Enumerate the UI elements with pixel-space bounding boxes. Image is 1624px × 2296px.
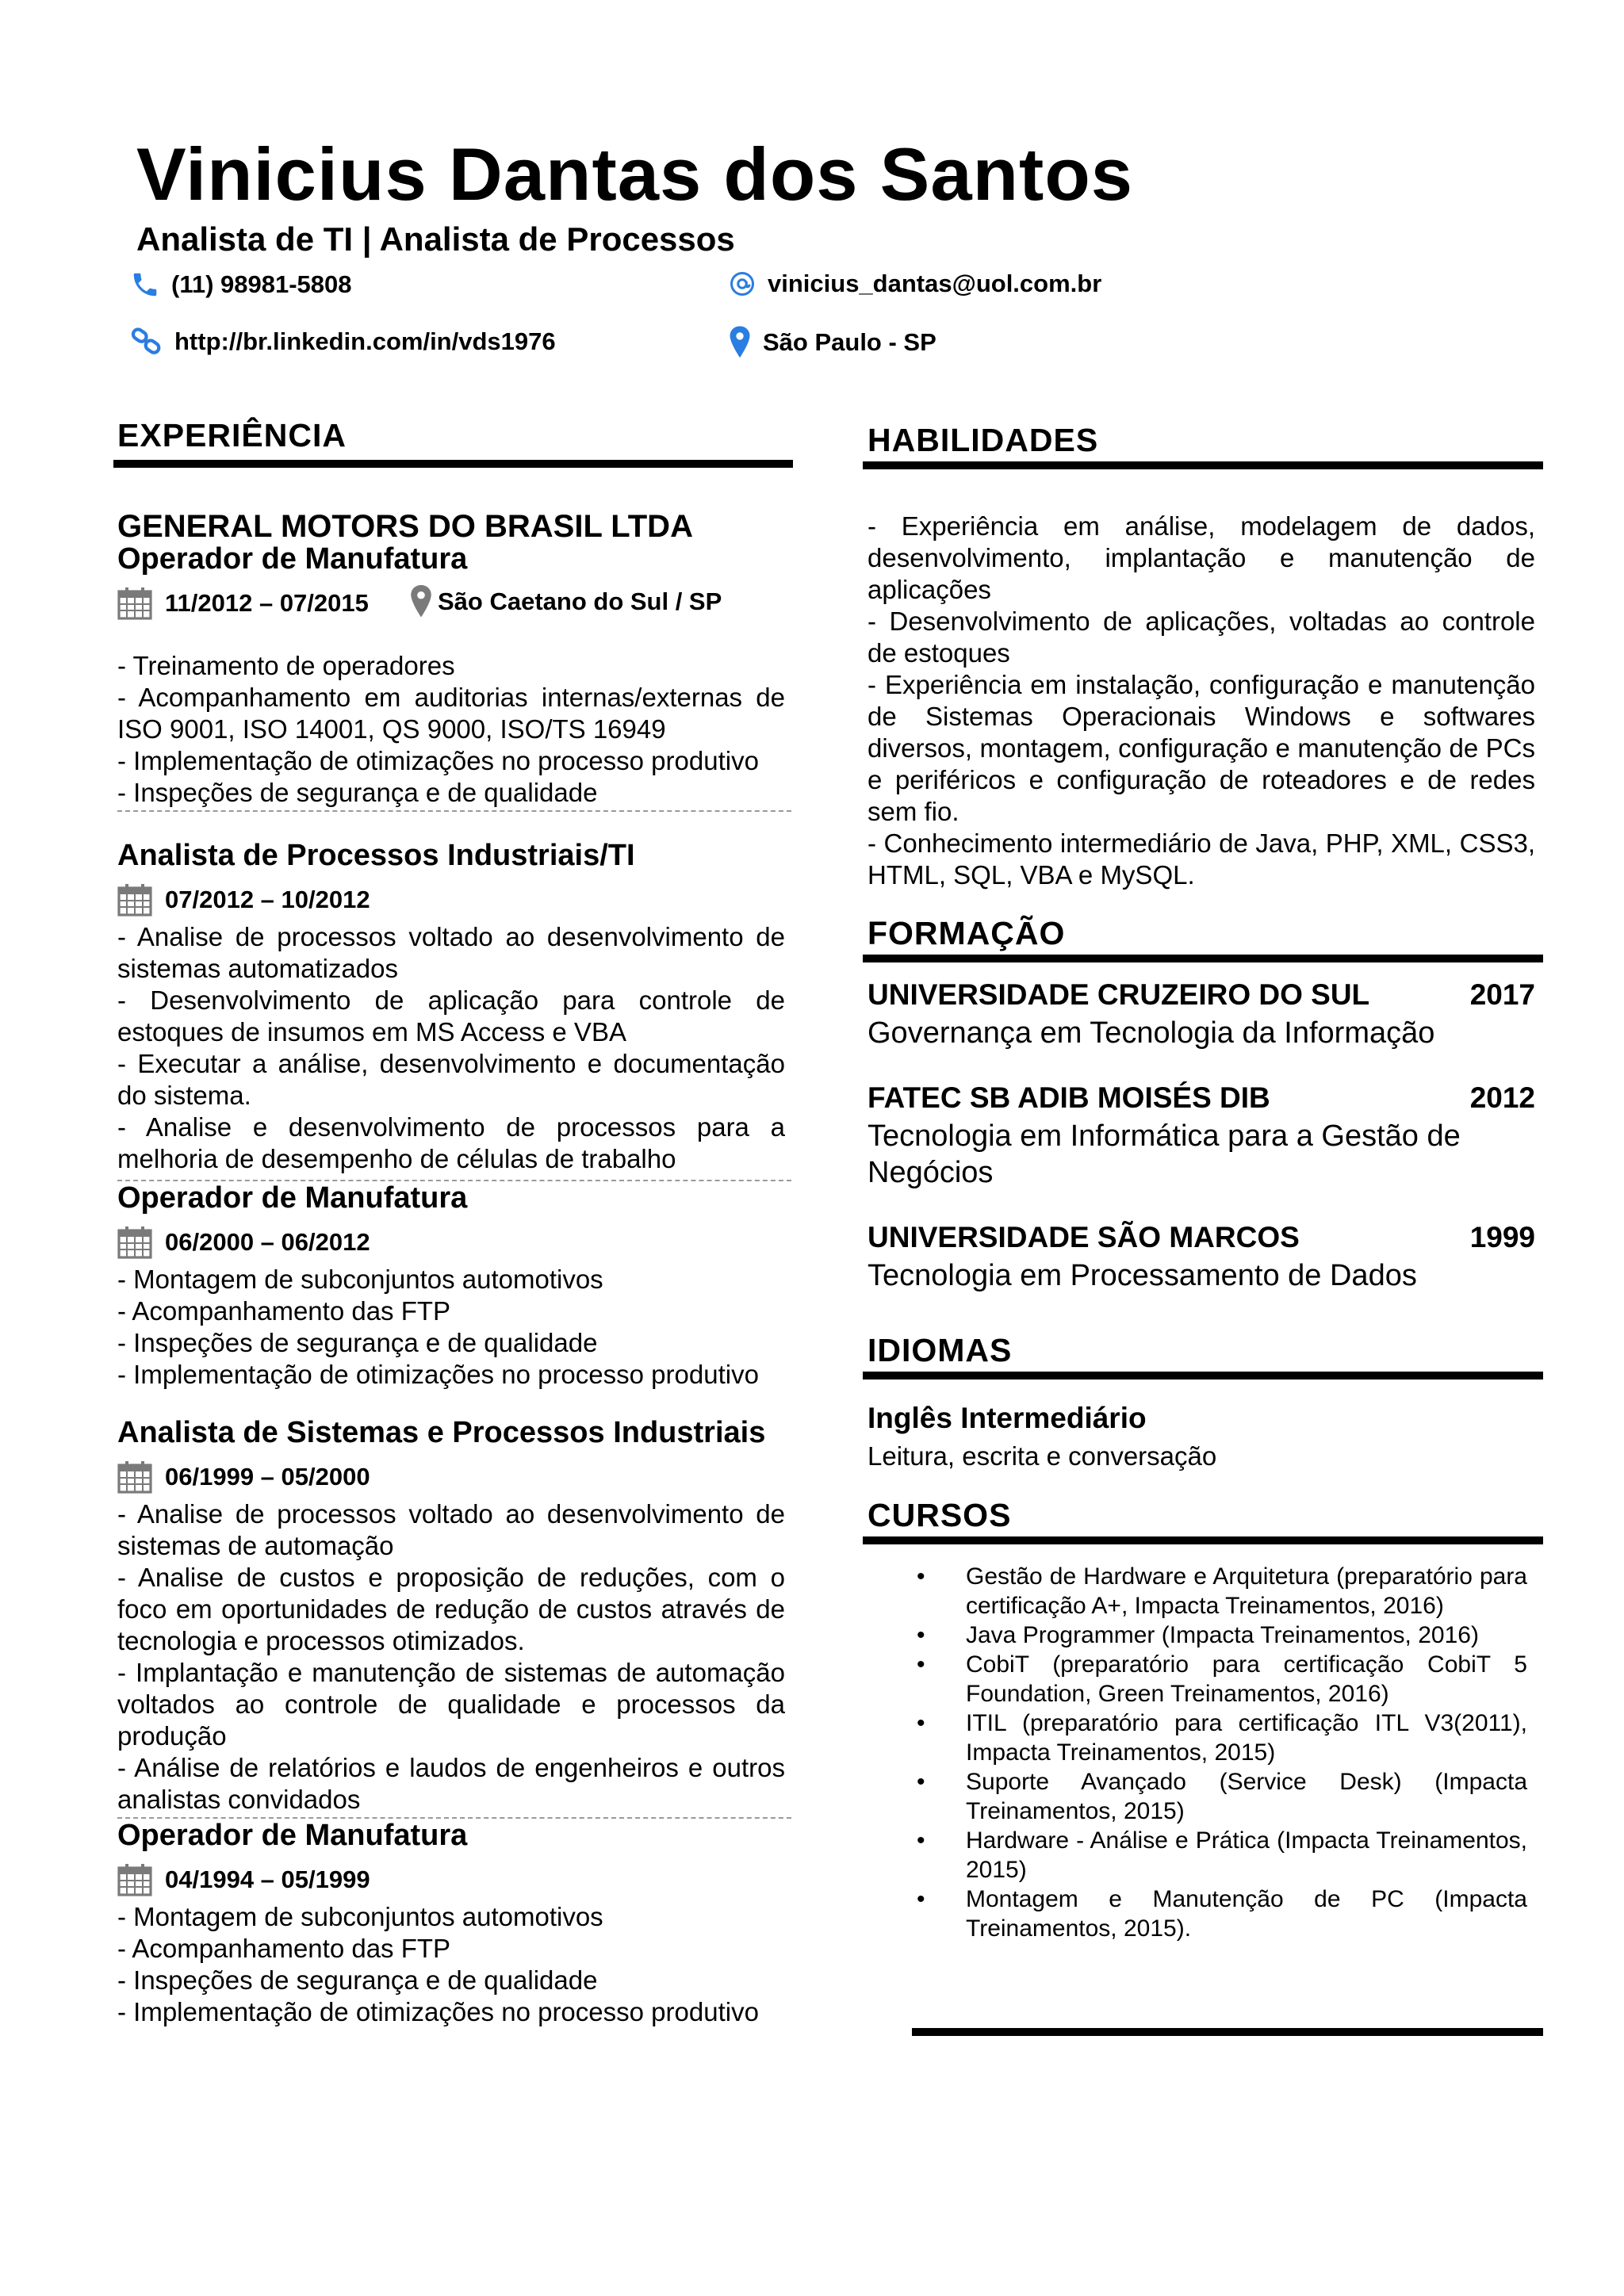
course-item: • CobiT (preparatório para certificação CobiT 5 Foundation, Green Treinamentos, 2016) [917,1650,1527,1709]
link-icon [130,325,163,358]
job-duties [117,1264,785,1391]
job-dates [117,883,370,916]
duty-line: - Análise de relatórios e laudos de engenheiros e outros analistas convidados [117,1753,785,1814]
job-dates [117,1226,370,1259]
course-item: • Java Programmer (Impacta Treinamentos, 2016) [917,1621,1527,1650]
location-icon [728,325,752,360]
course-item: • Gestão de Hardware e Arquitetura (preparatório para certificação A+, Impacta Treinamentos, 2016) [917,1562,1527,1621]
job-dates [117,1460,370,1494]
footer-rule [912,2028,1543,2036]
duty-line: - Implementação de otimizações no processo produtivo [117,746,759,775]
calendar-icon [117,883,152,916]
education-item [868,978,1535,1012]
skills-heading: HABILIDADES [868,422,1099,458]
candidate-name: Vinicius Dantas dos Santos [136,132,1134,216]
duty-line: - Implementação de otimizações no processo produtivo [117,1360,759,1389]
course-item: • Hardware - Análise e Prática (Impacta Treinamentos, 2015) [917,1826,1527,1885]
course-item: • Suporte Avançado (Service Desk) (Impacta Treinamentos, 2015) [917,1767,1527,1826]
skills-list [868,511,1535,891]
courses-rule [863,1536,1543,1544]
education-item [868,1221,1535,1254]
job-duties [117,650,785,809]
job-location-text: São Caetano do Sul / SP [438,587,722,615]
job-role: Operador de Manufatura [117,1181,468,1215]
location-text: São Paulo - SP [763,328,936,356]
skill-line: - Conhecimento intermediário de Java, PHP, XML, CSS3, HTML, SQL, VBA e MySQL. [868,828,1535,890]
graduation-year: 1999 [1469,1221,1535,1253]
job-title: Analista de TI | Analista de Processos [136,220,735,258]
location-contact [728,325,936,360]
date-range: 07/2012 – 10/2012 [165,886,370,913]
school-name: UNIVERSIDADE SÃO MARCOS [868,1221,1300,1253]
duty-line: - Analise de processos voltado ao desenvolvimento de sistemas de automação [117,1499,785,1560]
job-dates [117,1863,370,1896]
job-role: Operador de Manufatura [117,542,468,576]
phone-contact [130,270,352,300]
course-item: • ITIL (preparatório para certificação ITL V3(2011), Impacta Treinamentos, 2015) [917,1709,1527,1767]
duty-line: - Inspeções de segurança e de qualidade [117,1328,598,1357]
email-contact [728,270,1101,298]
education-heading: FORMAÇÃO [868,915,1066,951]
duty-line: - Implementação de otimizações no processo produtivo [117,1997,759,2026]
job-role: Operador de Manufatura [117,1819,468,1852]
duty-line: - Montagem de subconjuntos automotivos [117,1902,603,1931]
experience-rule [113,460,793,468]
job-duties [117,921,785,1175]
school-name: UNIVERSIDADE CRUZEIRO DO SUL [868,978,1370,1011]
duty-line: - Acompanhamento das FTP [117,1934,451,1963]
phone-number: (11) 98981-5808 [171,270,352,298]
email-icon [728,270,756,298]
duty-line: - Inspeções de segurança e de qualidade [117,1965,598,1995]
course-name: Governança em Tecnologia da Informação [868,1016,1435,1050]
date-range: 06/1999 – 05/2000 [165,1463,370,1490]
skill-line: - Desenvolvimento de aplicações, voltadas ao controle de estoques [868,607,1535,668]
graduation-year: 2017 [1469,978,1535,1011]
education-rule [863,955,1543,962]
duty-line: - Acompanhamento das FTP [117,1296,451,1326]
duty-line: - Analise e desenvolvimento de processos para a melhoria de desempenho de células de trabalho [117,1112,785,1173]
duty-line: - Acompanhamento em auditorias internas/externas de ISO 9001, ISO 14001, QS 9000, ISO/TS 16949 [117,683,785,744]
company-name: GENERAL MOTORS DO BRASIL LTDA [117,509,693,544]
language-skills: Leitura, escrita e conversação [868,1441,1217,1471]
courses-heading: CURSOS [868,1497,1012,1533]
languages-rule [863,1372,1543,1380]
job-role: Analista de Sistemas e Processos Industriais [117,1416,766,1449]
duty-line: - Executar a análise, desenvolvimento e documentação do sistema. [117,1049,785,1110]
duty-line: - Desenvolvimento de aplicação para controle de estoques de insumos em MS Access e VBA [117,985,785,1047]
calendar-icon [117,1460,152,1494]
date-range: 06/2000 – 06/2012 [165,1228,370,1256]
course-item: • Montagem e Manutenção de PC (Impacta Treinamentos, 2015). [917,1885,1527,1943]
duty-line: - Implantação e manutenção de sistemas de automação voltados ao controle de qualidade e processos da produção [117,1658,785,1751]
course-name: Tecnologia em Informática para a Gestão de Negócios [868,1119,1461,1189]
school-name: FATEC SB ADIB MOISÉS DIB [868,1081,1270,1114]
email-address[interactable]: vinicius_dantas@uol.com.br [768,270,1102,297]
experience-heading: EXPERIÊNCIA [117,417,347,453]
location-icon [409,584,433,620]
duty-line: - Analise de custos e proposição de reduções, com o foco em oportunidades de redução de custos através de tecnologia e processos otimizados. [117,1563,785,1655]
job-dates [117,587,369,620]
calendar-icon [117,587,152,620]
course-name: Tecnologia em Processamento de Dados [868,1259,1417,1292]
date-range: 11/2012 – 07/2015 [165,589,369,617]
skill-line: - Experiência em instalação, configuração e manutenção de Sistemas Operacionais Windows e softwares diversos, montagem, configuração e manutenção de PCs e periféricos e configuração de roteadores e de redes sem fio. [868,670,1535,826]
graduation-year: 2012 [1469,1081,1535,1114]
language-level: Inglês Intermediário [868,1402,1147,1434]
duty-line: - Treinamento de operadores [117,651,455,680]
job-divider [117,810,791,812]
education-item [868,1081,1535,1115]
duty-line: - Analise de processos voltado ao desenvolvimento de sistemas automatizados [117,922,785,983]
linkedin-url[interactable]: http://br.linkedin.com/in/vds1976 [174,327,556,355]
job-role: Analista de Processos Industriais/TI [117,839,635,872]
phone-icon [130,270,160,300]
job-location [409,584,722,620]
duty-line: - Inspeções de segurança e de qualidade [117,778,598,807]
courses-list [917,1562,1527,1943]
languages-heading: IDIOMAS [868,1332,1013,1368]
date-range: 04/1994 – 05/1999 [165,1866,370,1893]
skill-line: - Experiência em análise, modelagem de dados, desenvolvimento, implantação e manutenção de aplicações [868,511,1535,604]
linkedin-contact [130,325,556,358]
calendar-icon [117,1226,152,1259]
job-duties [117,1901,785,2028]
duty-line: - Montagem de subconjuntos automotivos [117,1265,603,1294]
skills-rule [863,461,1543,469]
job-duties [117,1498,785,1816]
calendar-icon [117,1863,152,1896]
